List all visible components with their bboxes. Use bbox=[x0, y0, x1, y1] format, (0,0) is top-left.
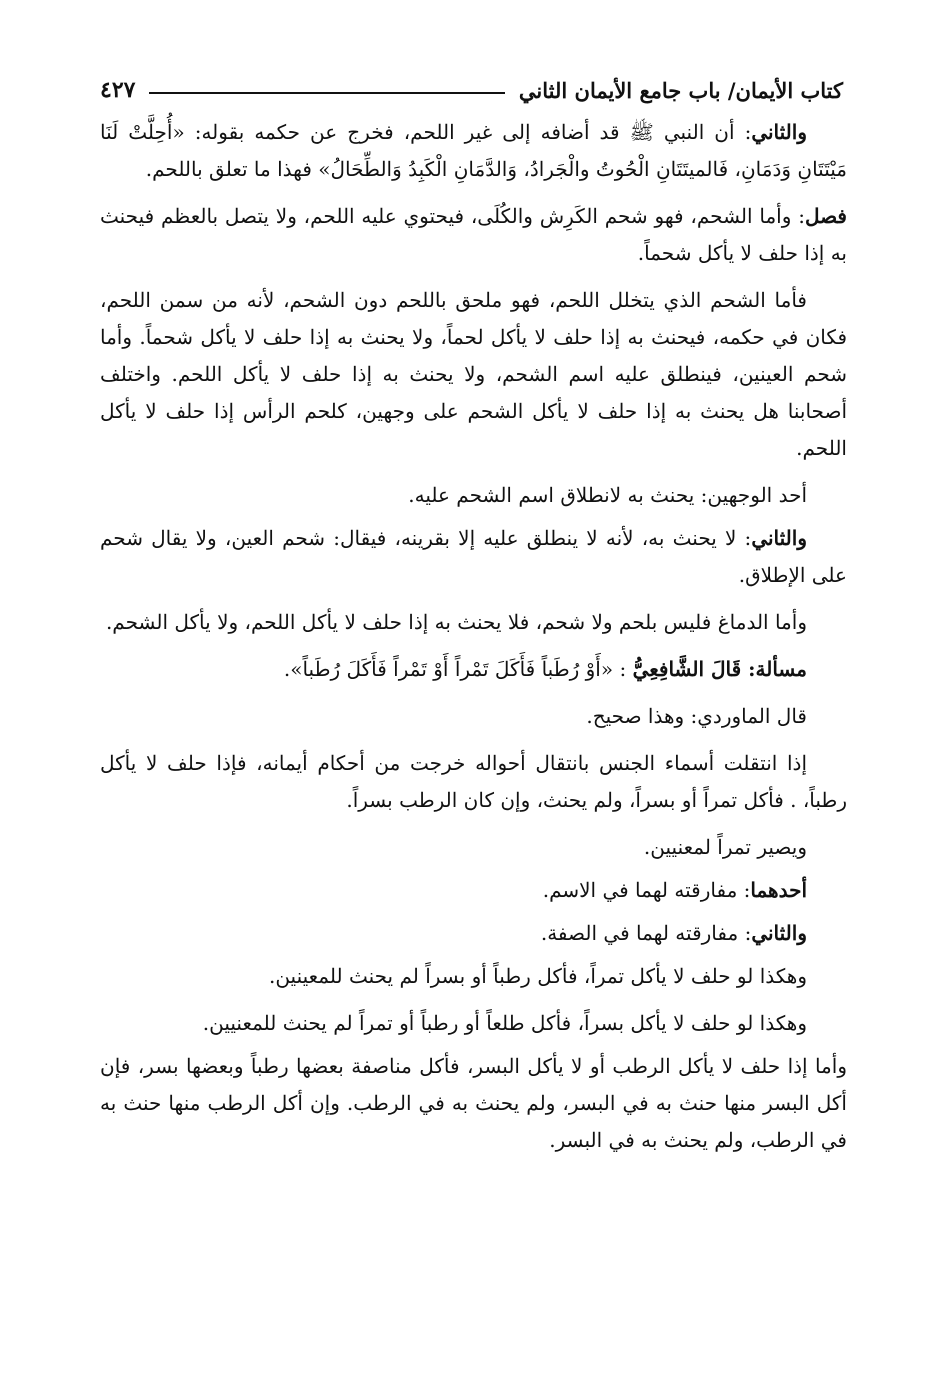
paragraph-text: فأما الشحم الذي يتخلل اللحم، فهو ملحق باللحم دون الشحم، لأنه من سمن اللحم، فكان في حكمه، فيحنث به إذا حلف لا يأكل لحماً، ولا يحنث به إذا حلف لا يأكل شحماً. وأما شحم العينين، فينطلق عليه اسم الشحم، ولا يحنث به إذا حلف لا يأكل اللحم. واختلف أصحابنا هل يحنث به إذا حلف لا يأكل الشحم على وجهين، كلحم الرأس إذا حلف لا يأكل اللحم. bbox=[100, 288, 847, 460]
page-body bbox=[100, 114, 847, 1169]
paragraph-text: ويصير تمراً لمعنيين. bbox=[643, 835, 807, 859]
paragraph-keyword: مسألة: قَالَ الشَّافِعِيُّ bbox=[632, 657, 807, 681]
page-number: ٤٢٧ bbox=[100, 77, 136, 103]
paragraph-text: : لا يحنث به، لأنه لا ينطلق عليه إلا بقرينه، فيقال: شحم العين، ولا يقال شحم على الإطلاق. bbox=[100, 526, 847, 587]
paragraph bbox=[100, 872, 847, 909]
paragraph-keyword: والثاني bbox=[751, 120, 807, 144]
paragraph-keyword: فصل bbox=[804, 204, 847, 228]
paragraph bbox=[100, 198, 847, 272]
running-header bbox=[100, 70, 843, 110]
paragraph bbox=[100, 604, 847, 641]
paragraph-text: وأما إذا حلف لا يأكل الرطب أو لا يأكل البسر، فأكل مناصفة بعضها رطباً وبعضها بسر، فإن أكل البسر منها حنث به في البسر، ولم يحنث به في الرطب. وإن أكل الرطب منها حنث به في الرطب، ولم يحنث به في البسر. bbox=[100, 1054, 847, 1152]
paragraph-text: إذا انتقلت أسماء الجنس بانتقال أحواله خرجت من أحكام أيمانه، فإذا حلف لا يأكل رطباً، . فأكل تمراً أو بسراً، ولم يحنث، وإن كان الرطب بسراً. bbox=[100, 751, 847, 812]
chapter-title: كتاب الأيمان/ باب جامع الأيمان الثاني bbox=[518, 77, 843, 103]
paragraph-text: : مفارقته لهما في الاسم. bbox=[542, 878, 751, 902]
paragraph-text: قال الماوردي: وهذا صحيح. bbox=[586, 704, 807, 728]
paragraph bbox=[100, 477, 847, 514]
paragraph bbox=[100, 282, 847, 467]
paragraph-keyword: أحدهما bbox=[750, 878, 807, 902]
paragraph-text: وهكذا لو حلف لا يأكل بسراً، فأكل طلعاً أو رطباً أو تمراً لم يحنث للمعنيين. bbox=[202, 1011, 807, 1035]
paragraph bbox=[100, 1005, 847, 1042]
paragraph bbox=[100, 1048, 847, 1159]
paragraph bbox=[100, 698, 847, 735]
header-rule bbox=[149, 92, 504, 94]
paragraph bbox=[100, 745, 847, 819]
paragraph bbox=[100, 520, 847, 594]
paragraph bbox=[100, 958, 847, 995]
paragraph bbox=[100, 651, 847, 688]
paragraph-text: : أن النبي ﷺ قد أضافه إلى غير اللحم، فخرج عن حكمه بقوله: «أُحِلَّتْ لَنَا مَيْتَتَانِ وَدَمَانِ، فَالميتَتَانِ الْحُوتُ والْجَرادُ، وَالدَّمَانِ الْكَبِدُ وَالطِّحَالُ» فهذا ما تعلق باللحم. bbox=[100, 120, 847, 181]
paragraph-text: : وأما الشحم، فهو شحم الكَرِش والكُلَى، فيحتوي عليه اللحم، ولا يتصل بالعظم فيحنث به إذا حلف لا يأكل شحماً. bbox=[100, 204, 847, 265]
paragraph bbox=[100, 915, 847, 952]
paragraph-text: : «أَوْ رُطَباً فَأَكَلَ تَمْراً أَوْ تَمْراً فَأَكَلَ رُطَباً». bbox=[283, 657, 633, 681]
paragraph-keyword: والثاني bbox=[751, 921, 807, 945]
paragraph-text: : مفارقته لهما في الصفة. bbox=[540, 921, 752, 945]
paragraph-keyword: والثاني bbox=[751, 526, 807, 550]
paragraph bbox=[100, 829, 847, 866]
paragraph-text: وأما الدماغ فليس بلحم ولا شحم، فلا يحنث به إذا حلف لا يأكل اللحم، ولا يأكل الشحم. bbox=[105, 610, 807, 634]
paragraph-text: أحد الوجهين: يحنث به لانطلاق اسم الشحم عليه. bbox=[408, 483, 807, 507]
paragraph bbox=[100, 114, 847, 188]
paragraph-text: وهكذا لو حلف لا يأكل تمراً، فأكل رطباً أو بسراً لم يحنث للمعينين. bbox=[268, 964, 807, 988]
